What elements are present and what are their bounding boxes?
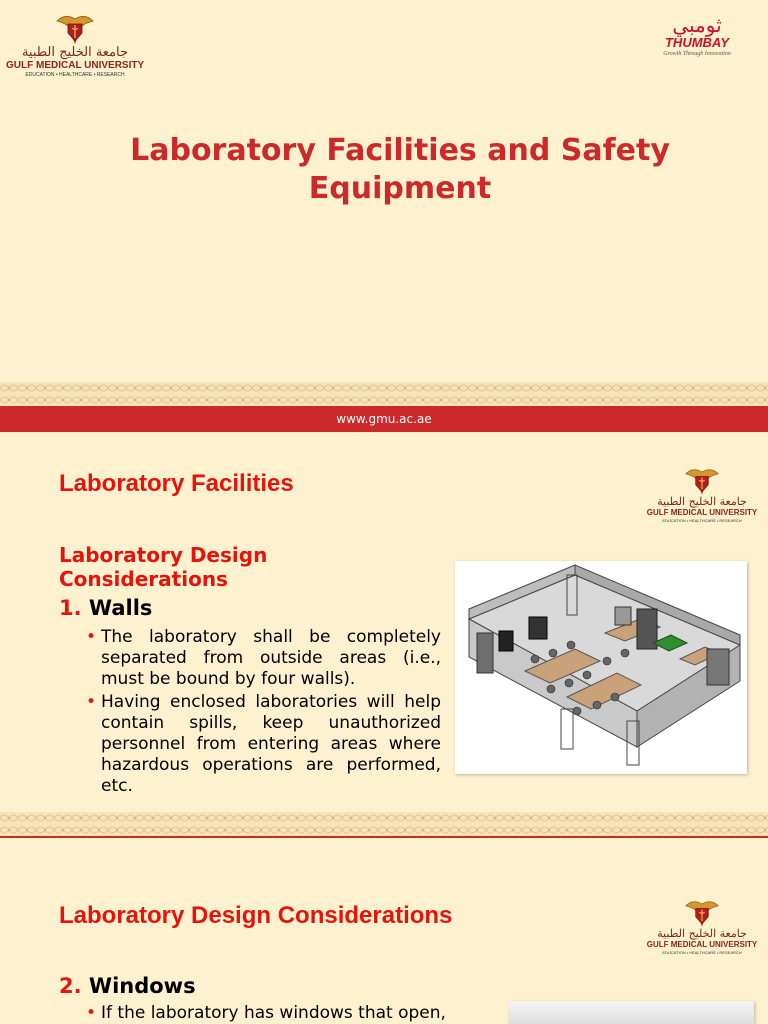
gmu-arabic-name: جامعة الخليج الطبية	[657, 495, 747, 508]
numbered-item-walls	[59, 596, 152, 620]
red-divider	[0, 836, 768, 838]
item-number: 2.	[59, 974, 82, 998]
thumbay-tagline: Growth Through Innovation	[663, 51, 731, 57]
gmu-logo	[640, 898, 764, 956]
bullet-icon: •	[86, 692, 97, 712]
thumbay-name: THUMBAY	[664, 35, 730, 50]
slide-laboratory-facilities	[0, 440, 768, 838]
decorative-pattern-band	[0, 812, 768, 836]
list-item: • The laboratory shall be completely separated from outside areas (i.e., must be bound by four walls).	[86, 627, 441, 689]
gmu-arabic-name: جامعة الخليج الطبية	[21, 45, 129, 60]
gmu-emblem-icon	[684, 466, 720, 496]
list-item: • If the laboratory has windows that open,	[86, 1003, 446, 1023]
website-bar	[0, 406, 768, 432]
gmu-english-name: GULF MEDICAL UNIVERSITY	[6, 60, 145, 71]
slide-heading: Laboratory Design Considerations	[59, 902, 453, 929]
numbered-item-windows	[59, 974, 196, 998]
item-label: Walls	[88, 596, 153, 620]
lab-isometric-illustration	[455, 561, 747, 774]
slide-divider	[0, 432, 768, 440]
slide-design-considerations	[0, 840, 768, 1024]
gmu-emblem-icon	[55, 12, 95, 46]
bullet-list	[86, 627, 441, 799]
gmu-english-name: GULF MEDICAL UNIVERSITY	[646, 508, 758, 517]
gmu-tagline: EDUCATION • HEALTHCARE • RESEARCH	[662, 950, 742, 955]
gmu-emblem-icon	[684, 898, 720, 928]
list-item: • Having enclosed laboratories will help contain spills, keep unauthorized personnel from entering areas where hazardous operations are performed, etc.	[86, 692, 441, 796]
slide-title	[0, 0, 768, 432]
section-subheading: Laboratory Design Considerations	[59, 543, 268, 591]
gmu-logo	[640, 466, 764, 524]
thumbay-logo	[658, 14, 736, 58]
gmu-tagline: EDUCATION • HEALTHCARE • RESEARCH	[662, 518, 742, 523]
bullet-list	[86, 1003, 506, 1024]
slide-title-text: Laboratory Facilities and Safety Equipment	[130, 133, 670, 206]
laboratory-layout-image	[455, 561, 747, 774]
gmu-logo	[6, 12, 144, 79]
slide-heading: Laboratory Facilities	[59, 470, 294, 497]
item-label: Windows	[88, 974, 196, 998]
laboratory-window-image	[509, 1001, 754, 1024]
gmu-tagline: EDUCATION • HEALTHCARE • RESEARCH	[25, 72, 125, 78]
bullet-icon: •	[86, 627, 97, 647]
gmu-english-name: GULF MEDICAL UNIVERSITY	[646, 940, 758, 949]
item-number: 1.	[59, 596, 82, 620]
bullet-icon: •	[86, 1003, 97, 1023]
gmu-arabic-name: جامعة الخليج الطبية	[657, 927, 747, 940]
thumbay-arabic-name: ثومبي	[672, 13, 722, 37]
decorative-pattern-band	[0, 382, 768, 406]
website-link[interactable]: www.gmu.ac.ae	[336, 412, 432, 426]
